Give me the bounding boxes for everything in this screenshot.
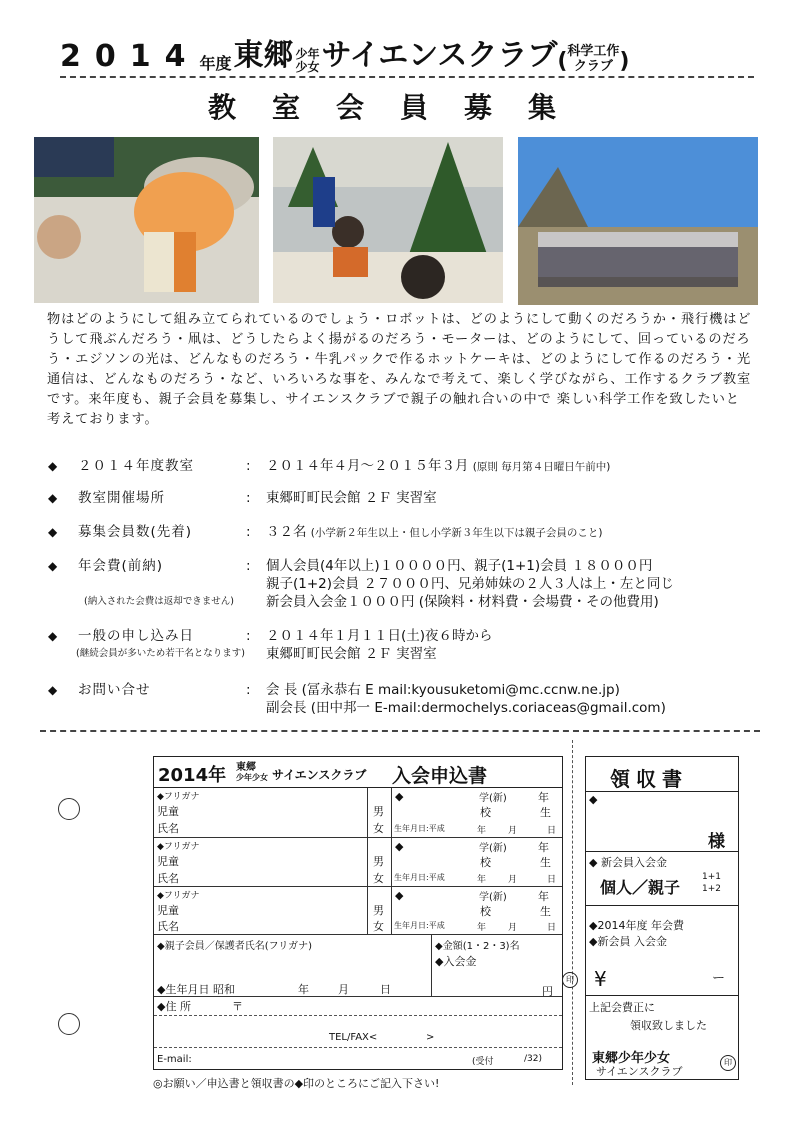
cut-line <box>40 730 760 732</box>
punch-hole <box>58 1013 80 1035</box>
christmas-party-photo <box>273 137 503 303</box>
info-apply-line2: 東郷町町民会館 ２Ｆ 実習室 <box>266 646 437 662</box>
info-contact-line2: 副会長 (田中邦一 E-mail:dermochelys.coriaceas@gmail.com) <box>266 700 666 716</box>
title-year: 2014 <box>60 39 200 74</box>
info-row-contact: ◆ お問い合せ : 会 長 (冨永恭右 E mail:kyousuketomi@mc.ccnw.ne.jp) <box>48 682 620 698</box>
cooking-photo <box>34 137 259 303</box>
application-form: 2014年 東郷 少年少女 サイエンスクラブ 入会申込書 ◆フリガナ 児童 氏名 男 女 ◆ 学(新) 年 校 生 生年月日:平成 年 月 日 ◆フリガナ 児童 氏名 男 女 ◆ 学(新) 年 校 生 生年月日:平成 年 月 日 ◆フリガナ 児童 氏名 男 女 ◆ 学(新) 年 校 生 生年月日:平成 年 月 日 ◆親子会員／保護者氏名(フリガナ) ◆金額(1・2・3)名 ◆入会金 円 ◆生年月日 昭和 年 月 日 ◆住 所 〒 TEL/FAX< > E-mail: (受付 /32) <box>153 756 563 1070</box>
form-footer-note: ◎お願い／申込書と領収書の◆印のところにご記入下さい! <box>153 1077 440 1090</box>
form-title: 2014年 東郷 少年少女 サイエンスクラブ 入会申込書 <box>154 757 562 788</box>
intro-text: 物はどのようにして組み立てられているのでしょう・ロボットは、どのようにして動くのだろうか・飛行機はどうして飛ぶんだろう・凧は、どうしたらよく揚がるのだろう・モーターは、どのようにして、回っているのだろう・エジソンの光は、どんなものだろう・牛乳パックで作るホットケーキは、どのようにして作るのだろう・光通信は、どんなものだろう・など、いろいろな事を、みんなで考えて、楽しく学びながら、工作するクラブ教室です。来年度も、親子会員を募集し、サイエンスクラブで親子の触れ合いの中で 楽しい科学工作を致したいと 考えております。 <box>47 312 752 427</box>
title-divider <box>60 76 754 78</box>
info-row-fee: ◆ 年会費(前納) : 個人会員(4年以上)１００００円、親子(1+1)会員 １８０００円 <box>48 558 653 574</box>
seal-mark: 印 <box>562 972 578 988</box>
info-fee-line3: 新会員入会金１０００円 (保険料・材料費・会場費・その他費用) <box>266 594 659 610</box>
page-title: 2014年度東郷 少年 少女サイエンスクラブ(科学工作 クラブ ) <box>60 38 630 74</box>
kite-group-photo <box>518 137 758 305</box>
info-apply-note: (継続会員が多いため若干名となります) <box>76 648 245 659</box>
info-row-capacity: ◆ 募集会員数(先着) : ３２名 (小学新２年生以上・但し小学新３年生以下は親子会員のこと) <box>48 524 603 540</box>
info-fee-note: (納入された会費は返却できません) <box>84 596 234 607</box>
receipt: 領収書 ◆ 様 ◆ 新会員入会金 個人／親子 1+1 1+2 ◆2014年度 年会費 ◆新会員 入会金 ¥ ー 上記会費正に 領収致しました 東郷少年少女 サイエンスクラブ 印 <box>585 756 739 1080</box>
info-row-apply: ◆ 一般の申し込み日 : ２０１４年１月１１日(土)夜６時から <box>48 628 493 644</box>
punch-hole <box>58 798 80 820</box>
cut-line-vertical <box>572 740 573 1085</box>
info-row-location: ◆ 教室開催場所 : 東郷町町民会館 ２Ｆ 実習室 <box>48 490 437 506</box>
info-fee-line2: 親子(1+2)会員 ２７０００円、兄弟姉妹の２人３人は上・左と同じ <box>266 576 674 592</box>
info-row-term: ◆ ２０１４年度教室 : ２０１４年４月～２０１５年３月 (原則 毎月第４日曜日午前中) <box>48 458 611 474</box>
subtitle: 教室会員募集 <box>207 91 592 124</box>
